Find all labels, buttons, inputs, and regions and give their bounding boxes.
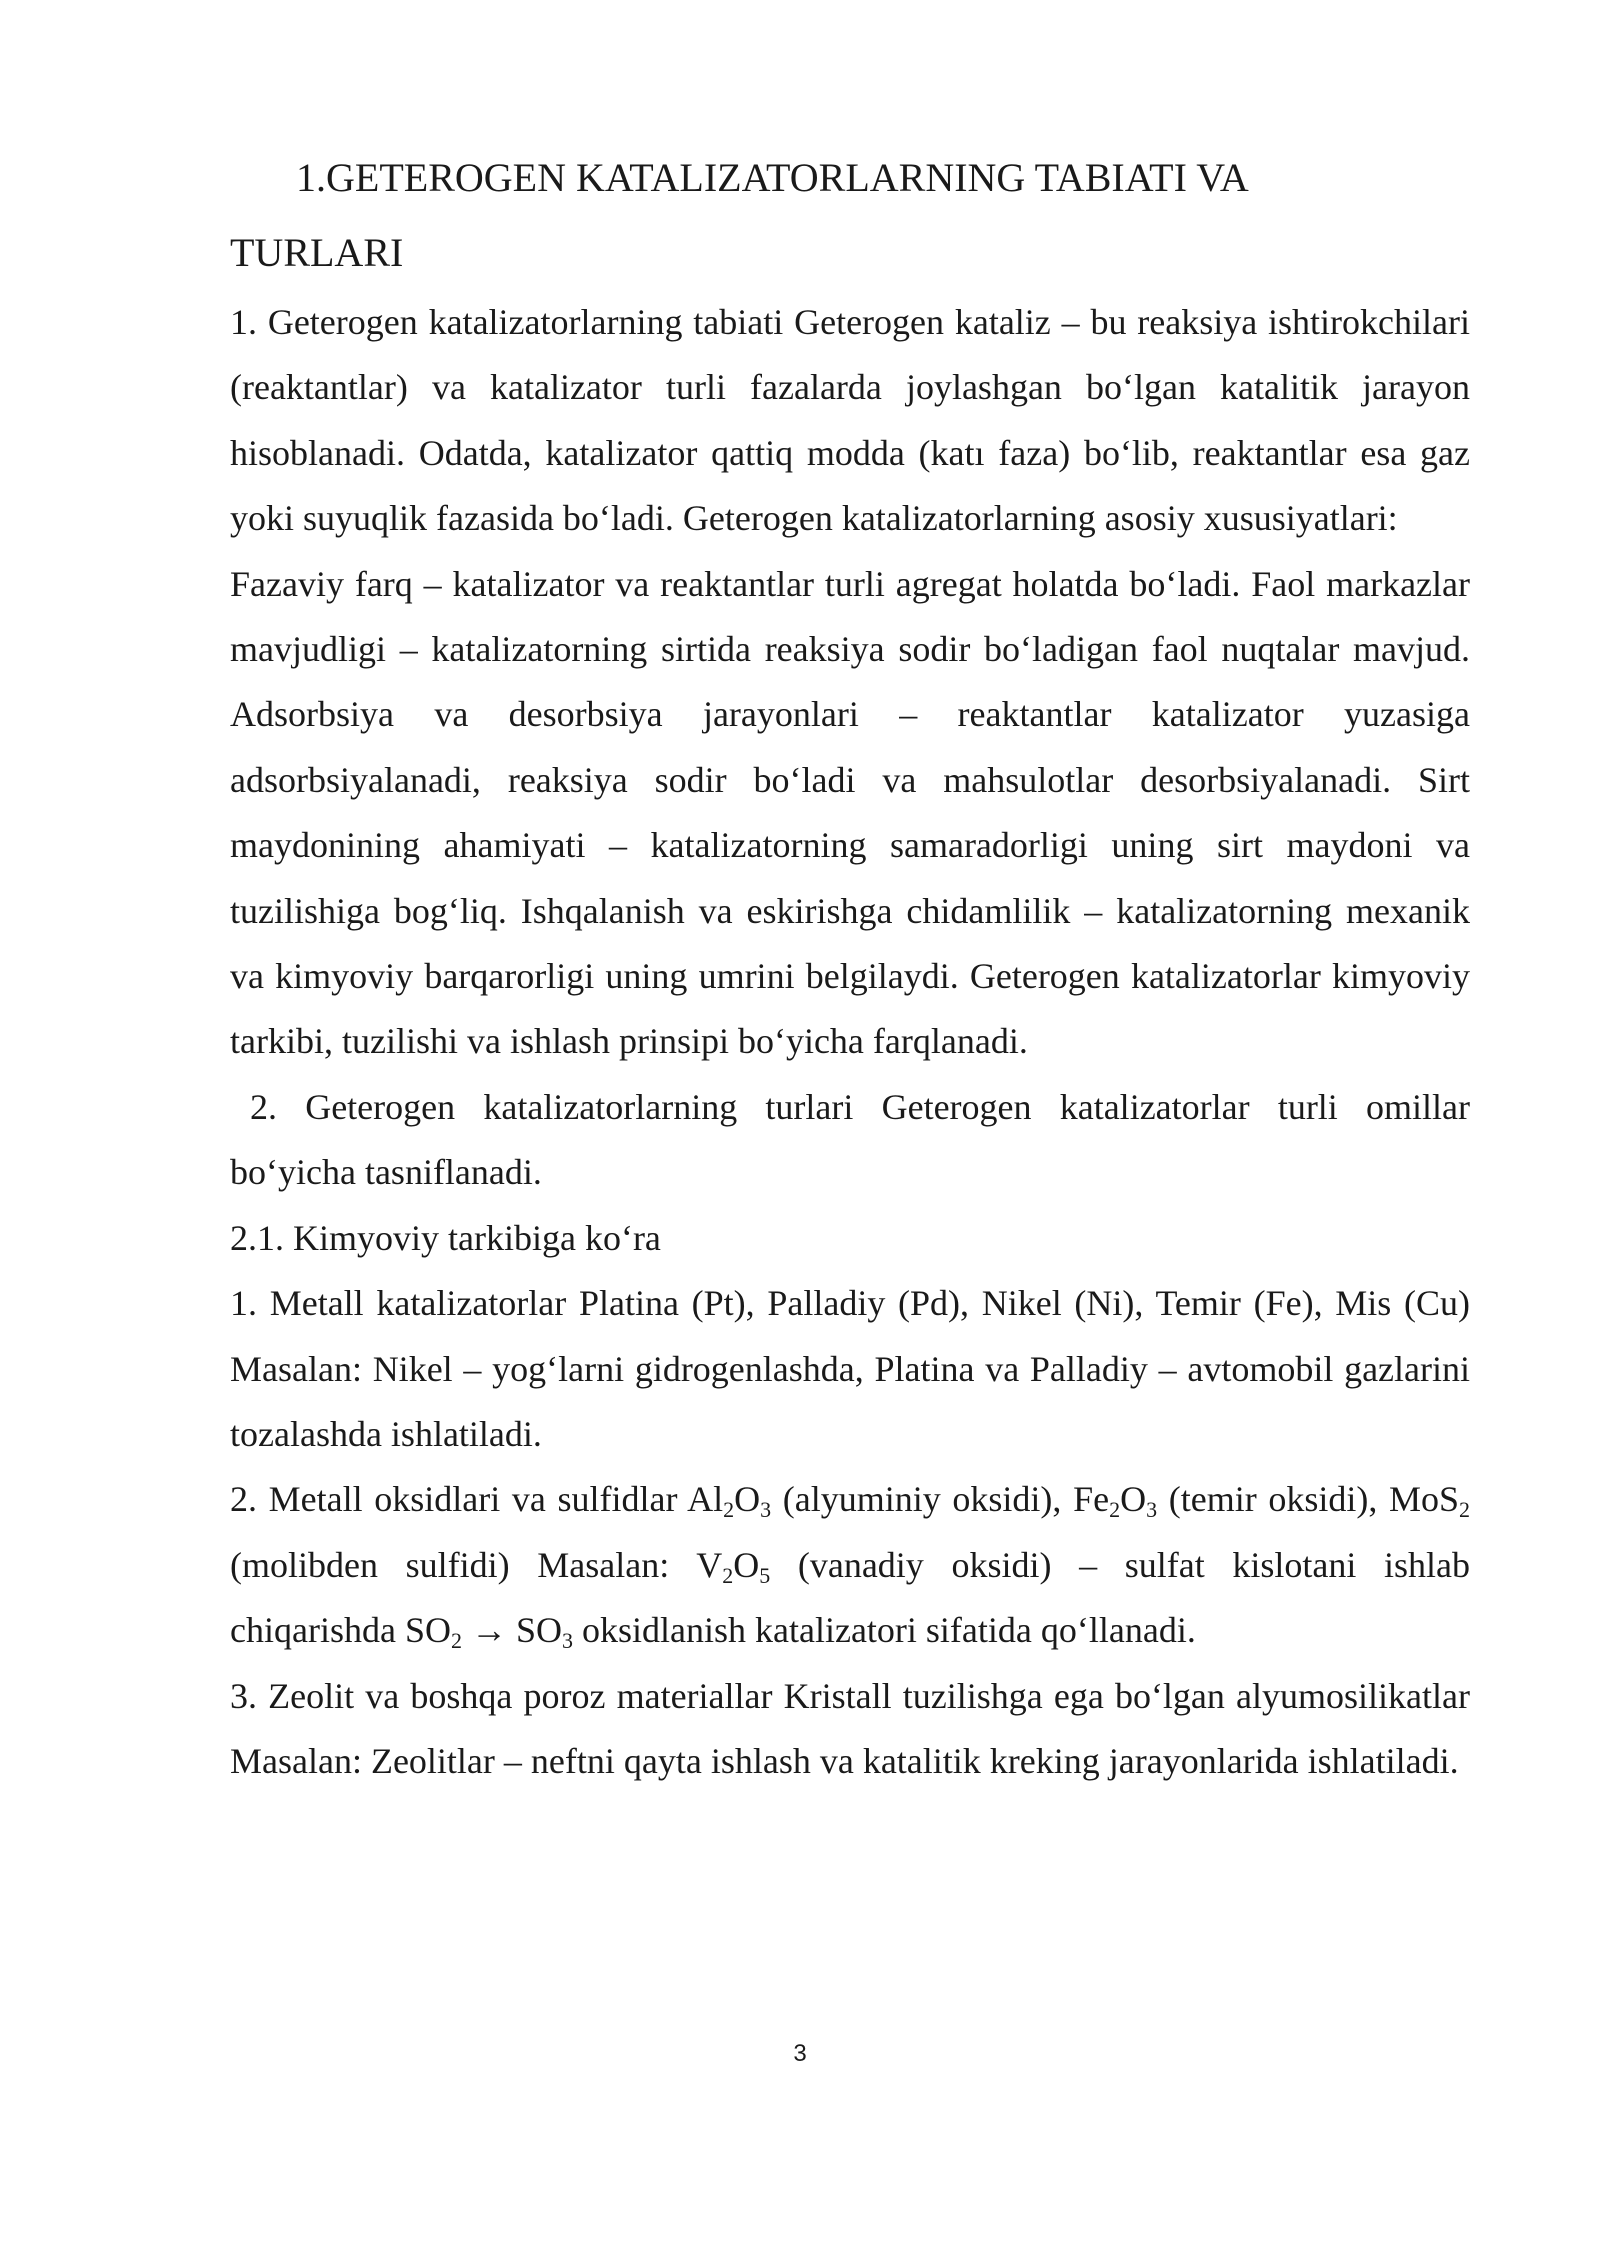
section-title bbox=[230, 140, 1470, 290]
oxides-text-7: O bbox=[733, 1544, 760, 1585]
paragraph-nature: 1. Geterogen katalizatorlarning tabiati Geterogen kataliz – bu reaksiya ishtirokchilari (reaktantlar) va katalizator turli fazalarda joylashgan bo‘lgan katalitik jarayon hisoblanadi. Odatda, katalizator qattiq modda (katı faza) bo‘lib, reaktantlar esa gaz yoki suyuqlik fazasida bo‘ladi. Geterogen katalizatorlarning asosiy xususiyatlari: bbox=[230, 302, 1470, 539]
oxides-sub-2: 3 bbox=[760, 1497, 772, 1523]
paragraph-zeolites: 3. Zeolit va boshqa poroz materiallar Kristall tuzilishga ega bo‘lgan alyumosilikatlar Masalan: Zeolitlar – neftni qayta ishlash va katalitik kreking jarayonlarida ishlatiladi. bbox=[230, 1675, 1470, 1781]
section-title-line-1: 1.GETEROGEN KATALIZATORLARNING TABIATI VA bbox=[296, 155, 1249, 200]
paragraph-metal-oxides bbox=[230, 1467, 1470, 1663]
oxides-text-2: O bbox=[734, 1479, 761, 1520]
oxides-text-4: O bbox=[1120, 1479, 1147, 1520]
oxides-sub-1: 2 bbox=[723, 1497, 735, 1523]
paragraph-properties: Fazaviy farq – katalizator va reaktantlar turli agregat holatda bo‘ladi. Faol markazlar mavjudligi – katalizatorning sirtida reaksiya sodir bo‘ladigan faol nuqtalar mavjud. Adsorbsiya va desorbsiya jarayonlari – reaktantlar katalizator yuzasiga adsorbsiyalanadi, reaksiya sodir bo‘ladi va mahsulotlar desorbsiyalanadi. Sirt maydonining ahamiyati – katalizatorning samaradorligi uning sirt maydoni va tuzilishiga bog‘liq. Ishqalanish va eskirishga chidamlilik – katalizatorning mexanik va kimyoviy barqarorligi uning umrini belgilaydi. Geterogen katalizatorlar kimyoviy tarkibi, tuzilishi va ishlash prinsipi bo‘yicha farqlanadi. bbox=[230, 563, 1470, 1062]
section-title-line-2: TURLARI bbox=[230, 230, 404, 275]
oxides-sub-7: 5 bbox=[759, 1562, 771, 1588]
oxides-text-1: 2. Metall oksidlari va sulfidlar Al bbox=[230, 1479, 724, 1520]
oxides-sub-9: 3 bbox=[562, 1628, 573, 1654]
oxides-text-3: (alyuminiy oksidi), Fe bbox=[771, 1479, 1110, 1520]
subheading-chemical-composition: 2.1. Kimyoviy tarkibiga ko‘ra bbox=[230, 1217, 661, 1258]
paragraph-metal-catalysts: 1. Metall katalizatorlar Platina (Pt), Palladiy (Pd), Nikel (Ni), Temir (Fe), Mis (Cu) Masalan: Nikel – yog‘larni gidrogenlashda, Platina va Palladiy – avtomobil gazlarini tozalashda ishlatiladi. bbox=[230, 1283, 1470, 1454]
oxides-text-9: → SO bbox=[461, 1610, 562, 1651]
oxides-text-5: (temir oksidi), MoS bbox=[1157, 1479, 1460, 1520]
oxides-text-6: (molibden sulfidi) Masalan: V bbox=[230, 1544, 723, 1585]
oxides-text-8: (vanadiy oksidi) – sulfat kislotani ishlab chiqarishda SO bbox=[230, 1544, 1471, 1651]
oxides-sub-3: 2 bbox=[1109, 1497, 1121, 1523]
document-page bbox=[230, 140, 1470, 1794]
paragraph-types: 2. Geterogen katalizatorlarning turlari Geterogen katalizatorlar turli omillar bo‘yicha tasniflanadi. bbox=[230, 1086, 1470, 1193]
oxides-sub-8: 2 bbox=[450, 1628, 462, 1654]
oxides-sub-6: 2 bbox=[722, 1562, 734, 1588]
page-number: 3 bbox=[793, 2040, 807, 2067]
oxides-sub-4: 3 bbox=[1146, 1497, 1158, 1523]
oxides-sub-5: 2 bbox=[1459, 1497, 1471, 1523]
oxides-text-10: oksidlanish katalizatori sifatida qo‘llanadi. bbox=[573, 1610, 1196, 1651]
